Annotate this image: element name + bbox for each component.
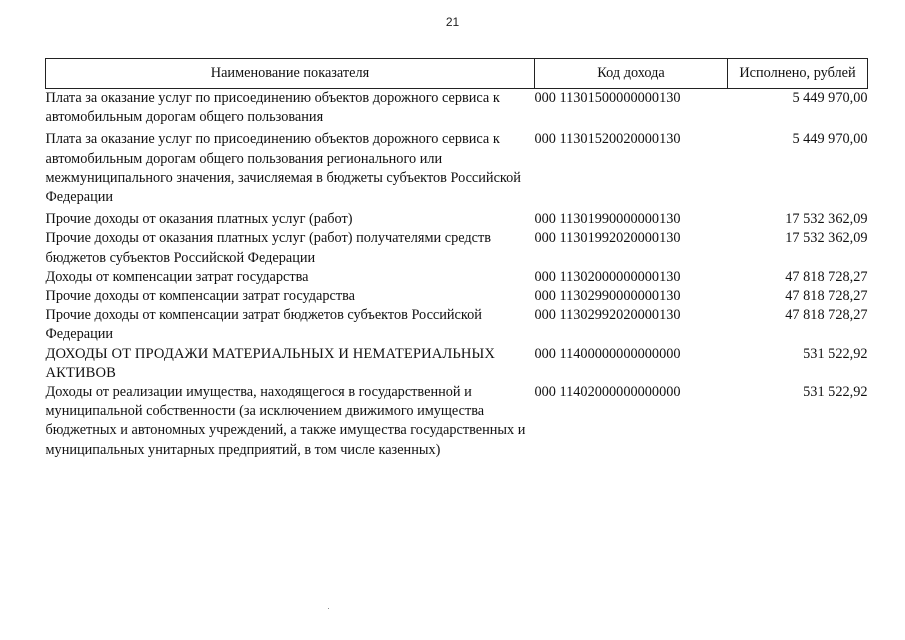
row-amount: 47 818 728,27 — [785, 288, 868, 305]
row-name: Плата за оказание услуг по присоединению объектов дорожного сервиса к автомобильным дорогам общего пользования — [45, 90, 500, 126]
revenue-table — [45, 58, 868, 460]
table-row — [46, 229, 868, 267]
row-code: 000 11402000000000000 — [534, 384, 681, 401]
header-amount-executed: Исполнено, рублей — [728, 59, 868, 89]
row-code: 000 11301500000000130 — [534, 90, 681, 106]
row-code: 000 11301520020000130 — [534, 131, 681, 148]
row-code: 000 11301992020000130 — [534, 230, 681, 247]
row-amount: 17 532 362,09 — [785, 211, 868, 228]
row-name: Прочие доходы от компенсации затрат бюджетов субъектов Российской Федерации — [45, 307, 482, 343]
page-number: 21 — [445, 15, 460, 29]
table-row — [46, 287, 868, 306]
row-name: Прочие доходы от компенсации затрат государства — [45, 288, 356, 305]
scan-speck — [328, 608, 329, 609]
row-name: Доходы от реализации имущества, находящегося в государственной и муниципальной собственности (за исключением движимого имущества бюджетных и автономных учреждений, а также имущества государственных и муниципальных унитарных предприятий, в том числе казенных) — [45, 384, 526, 458]
row-name: Прочие доходы от оказания платных услуг (работ) получателями средств бюджетов субъектов Российской Федерации — [45, 230, 492, 266]
row-amount: 47 818 728,27 — [785, 268, 868, 285]
row-name: Прочие доходы от оказания платных услуг (работ) — [45, 211, 353, 228]
table-row — [46, 383, 868, 460]
header-indicator-name: Наименование показателя — [46, 59, 535, 89]
row-code: 000 11301990000000130 — [534, 211, 681, 228]
row-name: ДОХОДЫ ОТ ПРОДАЖИ МАТЕРИАЛЬНЫХ И НЕМАТЕРИАЛЬНЫХ АКТИВОВ — [45, 345, 495, 381]
table-row — [46, 89, 868, 131]
table-header-row — [46, 59, 868, 89]
table-row — [46, 130, 868, 210]
row-name: Плата за оказание услуг по присоединению объектов дорожного сервиса к автомобильным дорогам общего пользования регионального или межмуниципального значения, зачисляемая в бюджеты субъектов Российской Федерации — [45, 131, 521, 206]
row-code: 000 11302000000000130 — [534, 268, 681, 285]
table-row — [46, 345, 868, 383]
table-row — [46, 268, 868, 287]
row-name: Доходы от компенсации затрат государства — [45, 268, 309, 285]
header-revenue-code: Код дохода — [535, 59, 728, 89]
row-amount: 5 449 970,00 — [792, 131, 868, 148]
row-amount: 531 522,92 — [803, 345, 868, 362]
row-code: 000 11400000000000000 — [534, 345, 681, 362]
row-code: 000 11302992020000130 — [534, 307, 681, 324]
row-amount: 5 449 970,00 — [792, 90, 868, 106]
row-amount: 17 532 362,09 — [785, 230, 868, 247]
row-amount: 47 818 728,27 — [785, 307, 868, 324]
row-code: 000 11302990000000130 — [534, 288, 681, 305]
table-row — [46, 210, 868, 229]
table-row — [46, 306, 868, 344]
row-amount: 531 522,92 — [803, 384, 868, 401]
